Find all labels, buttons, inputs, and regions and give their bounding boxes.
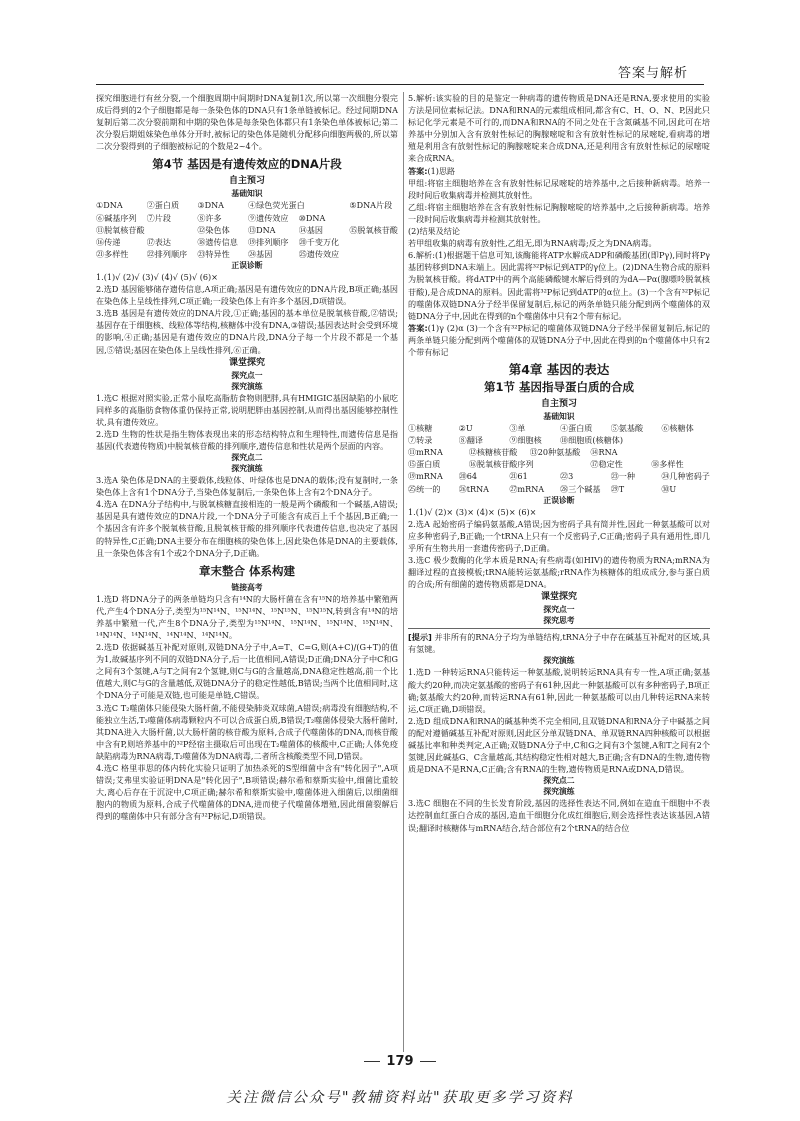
answer-item: 2.选A 起始密码子编码氨基酸,A错误;因为密码子具有简并性,因此一种氨基酸可以对应多种密码子,B正确;一个tRNA上只有一个反密码子,C正确;密码子具有通用性,即几乎所有生物共用一套遗传密码子,D正确。	[408, 518, 710, 553]
subheading: 正误诊断	[543, 495, 575, 505]
answer-item: 4.选A 在DNA分子结构中,与脱氧核糖直接相连的一般是两个磷酸和一个碱基,A错误;基因是具有遗传效应的DNA片段,一个DNA分子可能含有成百上千个基因,B正确;一个基因含有许多个脱氧核苷酸,且脱氧核苷酸的排列顺序代表遗传信息,也决定了基因的特异性,C正确;DNA主要分布在细胞核的染色体上,因此染色体是DNA的主要载体,且一条染色体含有1个或2个DNA分子,D正确。	[96, 499, 398, 558]
chapter-summary-title: 章末整合 体系构建	[198, 563, 295, 578]
subheading: 基础知识	[543, 412, 575, 422]
answer-line: 答案:(1)思路	[408, 165, 456, 176]
right-column	[408, 92, 710, 834]
subsection-heading: 自主预习	[540, 399, 577, 410]
section-title: 第4节 基因是有遗传效应的DNA片段	[152, 157, 342, 172]
answer-item: 1.选D 一种转运RNA只能转运一种氨基酸,说明转运RNA具有专一性,A项正确;氨基酸大约20种,而决定氨基酸的密码子有61种,因此一种氨基酸可以有多种密码子,B项正确;氨基酸大约20种,而转运RNA有61种,因此一种氨基酸可以由几种转运RNA来转运,C项正确,D项错误。	[408, 667, 710, 714]
answer-item: 答案:(1)γ (2)α (3)一个含有³²P标记的噬菌体双链DNA分子经半保留复制后,标记的两条单链只能分配到两个噬菌体的双链DNA分子中,因此在得到的n个噬菌体中只有2个带有标记	[408, 322, 710, 357]
header-rule	[96, 84, 704, 85]
subheading: 链接高考	[231, 582, 263, 592]
answer-item: 2.选D 生物的性状是指生物体表现出来的形态结构特点和生理特性,而遗传信息是指基因(代表遗传物质)中脱氧核苷酸的排列顺序,遗传信息和性状是两个层面的内容。	[96, 428, 398, 451]
subsection-heading: 课堂探究	[540, 592, 577, 603]
subsection-heading: 自主预习	[228, 176, 265, 187]
chapter-title: 第4章 基因的表达	[508, 362, 610, 378]
answer-item: 2.选D 基因能够储存遗传信息,A项正确;基因是有遗传效应的DNA片段,B项正确;基因在染色体上呈线性排列,C项正确;一段染色体上有许多个基因,D项错误。	[96, 284, 398, 307]
subsection-heading: 课堂探究	[228, 357, 265, 368]
section-title: 第1节 基因指导蛋白质的合成	[483, 380, 634, 395]
intro-paragraph: 探究细胞进行有丝分裂,一个细胞周期中间期时DNA复制1次,所以第一次细胞分裂完成后得到的2个子细胞都是每一条染色体的DNA只有1条单链被标记。经过间期DNA复制后第二次分裂前期和中期的染色体是每条染色体都只有1条染色单体被标记;第二次分裂后期姐妹染色单体分开时,被标记的染色体是随机分配移向细胞两极的,所以第二次分裂得到的子细胞被标记的个数是2~4个。	[96, 93, 398, 152]
subheading: 基础知识	[231, 189, 263, 199]
answer-item: 甲组:将宿主细胞培养在含有放射性标记尿嘧啶的培养基中,之后接种新病毒。培养一段时间后收集病毒并检测其放射性。	[408, 177, 710, 200]
answer-item: 4.选C 格里菲思的体内转化实验只证明了加热杀死的S型细菌中含有"转化因子",A项错误;艾弗里实验证明DNA是"转化因子",B项错误;赫尔希和蔡斯实验中,细菌比重较大,离心后存在于沉淀中,C项正确;赫尔希和蔡斯实验中,噬菌体进入细菌后,以细菌细胞内的物质为原料,合成子代噬菌体的DNA,进而使子代噬菌体增殖,因此细菌裂解后得到的噬菌体中只有部分含有³²P标记,D项错误。	[96, 763, 398, 822]
answer-item: 1.选D 将DNA分子的两条单链均只含有¹⁴N的大肠杆菌在含有¹⁵N的培养基中繁殖两代,产生4个DNA分子,类型为¹⁵N¹⁴N、¹⁵N¹⁴N、¹⁵N¹⁵N、¹⁵N¹⁵N,转到含有¹⁴N的培养基中繁殖一代,产生8个DNA分子,类型为¹⁵N¹⁴N、¹⁵N¹⁴N、¹⁵N¹⁴N、¹⁵N¹⁴N、¹⁴N¹⁴N、¹⁴N¹⁴N、¹⁴N¹⁴N、¹⁴N¹⁴N。	[96, 593, 398, 640]
left-column	[96, 92, 398, 823]
answer-item: 3.选C 极少数酶的化学本质是RNA;有些病毒(如HIV)的遗传物质为RNA;mRNA为翻译过程的直接模板;tRNA能转运氨基酸;rRNA作为核糖体的组成成分,参与蛋白质的合成;所有细菌的遗传物质都是DNA。	[408, 555, 710, 590]
subheading: 探究演练	[231, 381, 263, 391]
answer-item: 1.选C 根据对照实验,正常小鼠吃高脂肪食物则肥胖,具有HMIGIC基因缺陷的小鼠吃同样多的高脂肪食物体重仍保持正常,说明肥胖由基因控制,从而得出基因能够控制性状,具有遗传效应。	[96, 392, 398, 427]
hint-box: [提示] 并非所有的RNA分子均为单链结构,tRNA分子中存在碱基互补配对的区域,具有氢键。	[408, 628, 710, 655]
knowledge-grid-3: ⑲mRNA ⑳64 ㉑61 ㉒3 ㉓一种 ㉔几种密码子 ㉕统一的 ㉖tRNA ㉗mRNA ㉘三个碱基 ㉙T ㉚U	[408, 471, 710, 494]
answer-item: 3.选C T₂噬菌体只能侵染大肠杆菌,不能侵染肺炎双球菌,A错误;病毒没有细胞结构,不能独立生活,T₂噬菌体病毒颗粒内不可以合成蛋白质,B错误;T₂噬菌体侵染大肠杆菌时,其DNA进入大肠杆菌,以大肠杆菌的核苷酸为原料,合成子代噬菌体的DNA,而核苷酸中含有P,则培养基中的³²P经宿主摄取后可出现在T₂噬菌体的核酸中,C正确;人体免疫缺陷病毒为RNA病毒,T₂噬菌体为DNA病毒,二者所含核酸类型不同,D错误。	[96, 702, 398, 761]
column-divider	[403, 92, 404, 1052]
subheading: 探究点一	[231, 370, 263, 380]
knowledge-grid: ①核糖 ②U ③单 ④蛋白质 ⑤氨基酸 ⑥核糖体 ⑦转录 ⑧翻译 ⑨细胞核 ⑩细胞质(核糖体)	[408, 423, 694, 446]
answer-item: 2.选D 组成DNA和RNA的碱基种类不完全相同,且双链DNA和RNA分子中碱基之间的配对遵循碱基互补配对原则,因此区分单双链DNA、单双链RNA四种核酸可以根据碱基比率和种类判定,A正确;双链DNA分子中,C和G之间有3个氢键,A和T之间有2个氢键,因此碱基G、C含量越高,其结构稳定性相对越大,B正确;含有DNA的生物,遗传物质是DNA不是RNA,C正确;含有RNA的生物,遗传物质是RNA或DNA,D错误。	[408, 715, 710, 775]
answer-item: 3.选B 基因是有遗传效应的DNA片段,①正确;基因的基本单位是脱氧核苷酸,②错误;基因存在于细胞核、线粒体等结构,核糖体中没有DNA,③错误;基因表达时会受到环境的影响,④正确;基因是有遗传效应的DNA片段,DNA分子每一个片段不都是一个基因,⑤错误;基因在染色体上呈线性排列,⑥正确。	[96, 308, 398, 355]
answer-line: (2)结果及结论	[408, 226, 460, 237]
answer-item: 3.选A 染色体是DNA的主要载体,线粒体、叶绿体也是DNA的载体;没有复制时,一条染色体上含有1个DNA分子,当染色体复制后,一条染色体上含有2个DNA分子。	[96, 475, 398, 498]
header-title: 答案与解析	[617, 66, 688, 81]
page-number: 179	[0, 1054, 800, 1069]
footer-note: 关注微信公众号"教辅资料站"获取更多学习资料	[226, 1090, 574, 1106]
answer-item: 6.解析:(1)根据题干信息可知,该酶能将ATP水解成ADP和磷酸基团(即Pγ),同时将Pγ基团转移到DNA末端上。因此需将³²P标记到ATP的γ位上。(2)DNA生物合成的原料为脱氧核苷酸。将dATP中的两个高能磷酸键水解后得到的为dA—Pα(腺嘌呤脱氧核苷酸),是合成DNA的原料。因此需将³²P标记到dATP的α位上。(3)一个含有³²P标记的噬菌体双链DNA分子经半保留复制后,标记的两条单链只能分配到两个噬菌体的双链DNA分子中,因此在得到的n个噬菌体中只有2个带有标记。	[408, 250, 710, 321]
subheading: 探究点二	[231, 453, 263, 463]
answer-item: 乙组:将宿主细胞培养在含有放射性标记胸腺嘧啶的培养基中,之后接种新病毒。培养一段时间后收集病毒并检测其放射性。	[408, 201, 710, 224]
answer-line: 1.(1)√ (2)× (3)× (4)× (5)× (6)×	[408, 506, 537, 517]
answer-item: 若甲组收集的病毒有放射性,乙组无,即为RNA病毒;反之为DNA病毒。	[408, 238, 657, 249]
subheading: 探究演练	[543, 787, 575, 797]
subheading: 探究点二	[543, 776, 575, 786]
subheading: 探究演练	[543, 656, 575, 666]
answer-item: 2.选D 依据碱基互补配对原则,双链DNA分子中,A=T、C=G,则(A+C)/(G+T)的值为1,故碱基序列不同的双链DNA分子,后一比值相同,A错误;D正确;DNA分子中C和G之间有3个氢键,A与T之间有2个氢键,则C与G的含量越高,DNA稳定性越高,前一个比值越大,则C与G的含量越低,双链DNA分子的稳定性越低,B错误;当两个比值相同时,这个DNA分子可能是双链,也可能是单链,C错误。	[96, 642, 398, 701]
subheading: 探究思考	[543, 616, 575, 626]
knowledge-grid: ①DNA ②蛋白质 ③DNA ④绿色荧光蛋白 ⑤DNA片段 ⑥碱基序列 ⑦片段 ⑧许多 ⑨遗传效应 ⑩DNA ⑪脱氧核苷酸 ⑫染色体 ⑬DNA ⑭基因 ⑮脱氧核苷酸 ⑯传递 ⑰表达 ⑱遗传信息 ⑲排列顺序 ⑳千变万化 ㉑多样性 ㉒排列顺序 ㉓特异性 ㉔基因 ㉕遗传效应	[96, 200, 398, 259]
answer-item: 5.解析:该实验的目的是鉴定一种病毒的遗传物质是DNA还是RNA,要求使用的实验方法是同位素标记法。DNA和RNA的元素组成相同,都含有C、H、O、N、P,因此只标记化学元素是不可行的,而DNA和RNA的不同之处在于含氮碱基不同,因此可在培养基中分别加入含有放射性标记的胸腺嘧啶和含有放射性标记的尿嘧啶,看病毒的增殖是利用含有放射性标记的胸腺嘧啶来合成DNA,还是利用含有放射性标记的尿嘧啶来合成RNA。	[408, 93, 710, 164]
knowledge-grid-2: ⑪mRNA ⑫核糖核苷酸 ⑬20种氨基酸 ⑭RNA ⑮蛋白质 ⑯脱氧核苷酸序列 ⑰稳定性 ⑱多样性	[408, 447, 684, 470]
answer-line: 1.(1)√ (2)√ (3)√ (4)√ (5)√ (6)×	[96, 271, 218, 282]
subheading: 正误诊断	[231, 260, 263, 270]
subheading: 探究点一	[543, 605, 575, 615]
answer-item: 3.选C 细胞在不同的生长发育阶段,基因的选择性表达不同,例如在造血干细胞中不表达控制血红蛋白合成的基因,造血干细胞分化成红细胞后,则会选择性表达该基因,A错误;翻译时核糖体与mRNA结合,结合部位有2个tRNA的结合位	[408, 798, 710, 833]
subheading: 探究演练	[231, 464, 263, 474]
